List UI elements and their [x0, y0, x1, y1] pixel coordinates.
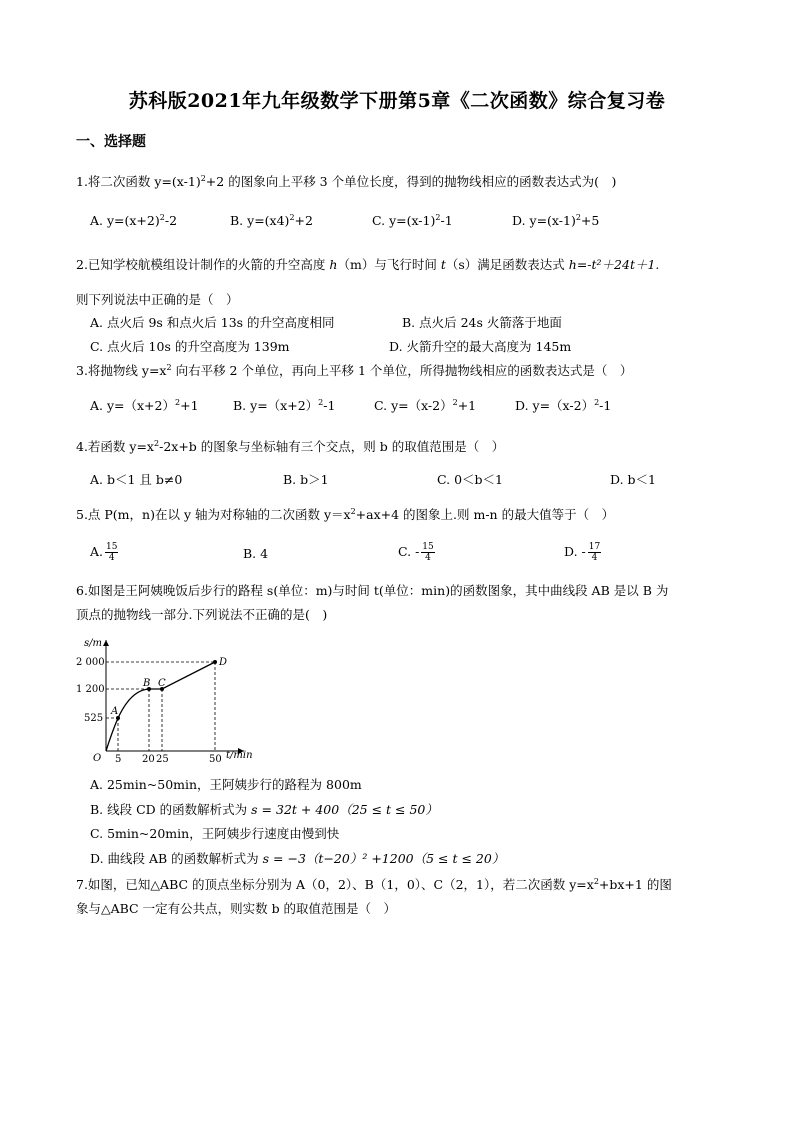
y-tick-525: 525 — [84, 713, 104, 724]
x-tick-25: 25 — [156, 754, 169, 764]
q5-option-a: A. $\frac{15}{4}$ — [90, 542, 118, 563]
y-axis-label: s/m — [84, 638, 102, 649]
q2-option-a: A. 点火后 9s 和点火后 13s 的升空高度相同 — [90, 315, 335, 330]
q3-option-c: C. $y=(x-2)^2+1$ — [374, 397, 477, 413]
q2-stem-line2: 则下列说法中正确的是（ ） — [76, 292, 239, 307]
q6-stem-line1: 6.如图是王阿姨晚饭后步行的路程 s(单位：m)与时间 t(单位：min)的函数图象，其中曲线段 AB 是以 B 为 — [76, 583, 669, 598]
q2-stem-line1: 2.已知学校航模组设计制作的火箭的升空高度 h（m）与飞行时间 t（s）满足函数表达式 h=-t²＋24t＋1. — [76, 257, 660, 272]
q3-option-a: A. $y=(x+2)^2+1$ — [90, 397, 199, 413]
origin-label: O — [93, 753, 102, 764]
q4-option-a: A. b＜1 且 b≠0 — [90, 472, 183, 487]
x-tick-5: 5 — [115, 754, 122, 764]
q6-option-a: A. 25min~50min，王阿姨步行的路程为 800m — [90, 777, 362, 792]
point-a-label: A — [111, 706, 119, 717]
q2-option-d: D. 火箭升空的最大高度为 145m — [389, 339, 572, 354]
q4-option-c: C. 0＜b＜1 — [437, 472, 503, 487]
point-d-label: D — [219, 657, 228, 668]
q2-option-b: B. 点火后 24s 火箭落于地面 — [402, 315, 562, 330]
q6-stem-line2: 顶点的抛物线一部分.下列说法不正确的是( ) — [76, 607, 328, 622]
y-axis-arrow-icon — [103, 640, 109, 646]
x-tick-20: 20 — [142, 754, 155, 764]
point-d — [213, 660, 217, 664]
q3-option-d: D. $y=(x-2)^2-1$ — [515, 397, 612, 413]
distance-time-graph — [76, 634, 276, 764]
q5-stem: 5.点 P(m，n)在以 y 轴为对称轴的二次函数 $y=x^2+ax+4$ 的图象上.则 m-n 的最大值等于（ ） — [76, 506, 615, 522]
page-title: 苏科版2021年九年级数学下册第5章《二次函数》综合复习卷 — [128, 90, 666, 112]
q4-option-b: B. b＞1 — [283, 472, 329, 487]
section-heading: 一、选择题 — [76, 134, 146, 150]
q6-option-c: C. 5min~20min，王阿姨步行速度由慢到快 — [90, 826, 340, 841]
q6-option-d: D. 曲线段 AB 的函数解析式为 s = −3（t−20）² +1200（5 ≤ t ≤ 20） — [90, 851, 505, 866]
q1-option-b: B. $y=(x4)^2+2$ — [230, 212, 313, 228]
q1-option-a: A. $y=(x+2)^2-2$ — [90, 212, 178, 228]
point-b-label: B — [143, 678, 151, 689]
x-tick-50: 50 — [209, 754, 222, 764]
q6-option-b: B. 线段 CD 的函数解析式为 s = 32t + 400（25 ≤ t ≤ 50） — [90, 802, 438, 817]
path-curve — [106, 662, 215, 751]
q5-option-d: D. - $\frac{17}{4}$ — [564, 542, 601, 563]
q1-option-d: D. $y=(x-1)^2+5$ — [512, 212, 600, 228]
q7-stem-line1: 7.如图，已知△ABC 的顶点坐标分别为 A（0，2）、B（1，0）、C（2，1），若二次函数 $y=x^2+bx+1$ 的图 — [76, 876, 672, 892]
q4-stem: 4.若函数 $y=x^2-2x+b$ 的图象与坐标轴有三个交点，则 b 的取值范围是（ ） — [76, 438, 505, 454]
q5-option-c: C. - $\frac{15}{4}$ — [398, 542, 434, 563]
q3-stem: 3.将抛物线 $y=x^2$ 向右平移 2 个单位，再向上平移 1 个单位，所得抛物线相应的函数表达式是（ ） — [76, 362, 633, 378]
q2-option-c: C. 点火后 10s 的升空高度为 139m — [90, 339, 290, 354]
q4-option-d: D. b＜1 — [610, 472, 656, 487]
q5-option-b: B. 4 — [243, 546, 269, 561]
x-axis-label: t/min — [226, 750, 253, 761]
q1-stem: 1.将二次函数 $y=(x-1)^2+2$ 的图象向上平移 3 个单位长度，得到的抛物线相应的函数表达式为( ) — [76, 173, 617, 189]
q3-option-b: B. $y=(x+2)^2-1$ — [233, 397, 336, 413]
q7-stem-line2: 象与△ABC 一定有公共点，则实数 b 的取值范围是（ ） — [76, 901, 397, 916]
y-tick-1200: 1 200 — [76, 684, 105, 695]
y-tick-2000: 2 000 — [76, 657, 105, 668]
q1-option-c: C. $y=(x-1)^2-1$ — [372, 212, 453, 228]
point-c-label: C — [158, 678, 166, 689]
